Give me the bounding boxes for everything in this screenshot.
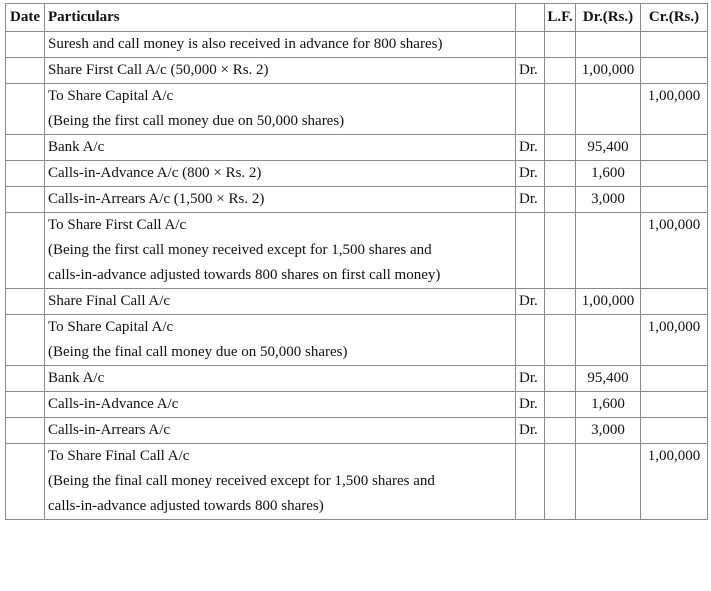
cell-credit bbox=[641, 161, 708, 187]
cell-lf bbox=[545, 58, 576, 84]
cell-particulars bbox=[45, 444, 516, 520]
cell-particulars bbox=[45, 58, 516, 84]
cell-debit: 95,400 bbox=[576, 366, 641, 392]
particulars-line: To Share Final Call A/c bbox=[48, 448, 190, 464]
cell-date bbox=[6, 135, 45, 161]
cell-dr-mark: Dr. bbox=[516, 161, 545, 187]
cell-dr-mark: Dr. bbox=[516, 187, 545, 213]
particulars-line: (Being the final call money received except for 1,500 shares and bbox=[48, 473, 435, 489]
cell-date bbox=[6, 187, 45, 213]
journal-entry-table bbox=[5, 3, 708, 520]
cell-debit: 95,400 bbox=[576, 135, 641, 161]
table-row bbox=[6, 58, 708, 84]
cell-credit: 1,00,000 bbox=[641, 84, 708, 135]
cell-dr-mark bbox=[516, 444, 545, 520]
cell-lf bbox=[545, 444, 576, 520]
particulars-line: (Being the first call money received except for 1,500 shares and bbox=[48, 242, 432, 258]
cell-dr-mark bbox=[516, 315, 545, 366]
cell-date bbox=[6, 444, 45, 520]
cell-lf bbox=[545, 161, 576, 187]
particulars-line: calls-in-advance adjusted towards 800 shares on first call money) bbox=[48, 267, 441, 283]
particulars-line: To Share First Call A/c bbox=[48, 217, 187, 233]
column-header-lf: L.F. bbox=[545, 4, 576, 32]
cell-debit bbox=[576, 444, 641, 520]
particulars-line: Calls-in-Advance A/c bbox=[48, 396, 179, 412]
cell-credit: 1,00,000 bbox=[641, 213, 708, 289]
particulars-line: Suresh and call money is also received in advance for 800 shares) bbox=[48, 36, 443, 52]
cell-credit: 1,00,000 bbox=[641, 444, 708, 520]
cell-credit bbox=[641, 58, 708, 84]
cell-dr-mark: Dr. bbox=[516, 289, 545, 315]
cell-date bbox=[6, 366, 45, 392]
cell-date bbox=[6, 418, 45, 444]
cell-debit: 3,000 bbox=[576, 187, 641, 213]
table-row bbox=[6, 418, 708, 444]
column-header-dr-mark bbox=[516, 4, 545, 32]
cell-date bbox=[6, 58, 45, 84]
cell-debit bbox=[576, 315, 641, 366]
particulars-line: To Share Capital A/c bbox=[48, 319, 174, 335]
table-row bbox=[6, 213, 708, 289]
cell-particulars bbox=[45, 392, 516, 418]
cell-debit: 1,600 bbox=[576, 161, 641, 187]
cell-debit bbox=[576, 213, 641, 289]
cell-lf bbox=[545, 289, 576, 315]
particulars-line: Share First Call A/c (50,000 × Rs. 2) bbox=[48, 62, 269, 78]
cell-lf bbox=[545, 366, 576, 392]
column-header-date: Date bbox=[6, 4, 45, 32]
table-row bbox=[6, 315, 708, 366]
particulars-line: Calls-in-Advance A/c (800 × Rs. 2) bbox=[48, 165, 262, 181]
particulars-line: Bank A/c bbox=[48, 139, 105, 155]
cell-credit bbox=[641, 392, 708, 418]
cell-credit bbox=[641, 32, 708, 58]
cell-particulars bbox=[45, 32, 516, 58]
cell-credit bbox=[641, 366, 708, 392]
cell-lf bbox=[545, 392, 576, 418]
cell-date bbox=[6, 289, 45, 315]
particulars-line: Calls-in-Arrears A/c bbox=[48, 422, 171, 438]
cell-dr-mark: Dr. bbox=[516, 58, 545, 84]
cell-debit: 1,600 bbox=[576, 392, 641, 418]
cell-particulars bbox=[45, 84, 516, 135]
cell-date bbox=[6, 161, 45, 187]
cell-dr-mark bbox=[516, 84, 545, 135]
table-row bbox=[6, 161, 708, 187]
column-header-particulars: Particulars bbox=[45, 4, 516, 32]
table-row bbox=[6, 444, 708, 520]
cell-credit: 1,00,000 bbox=[641, 315, 708, 366]
cell-credit bbox=[641, 418, 708, 444]
cell-debit: 1,00,000 bbox=[576, 58, 641, 84]
cell-date bbox=[6, 32, 45, 58]
cell-credit bbox=[641, 289, 708, 315]
cell-lf bbox=[545, 84, 576, 135]
cell-lf bbox=[545, 213, 576, 289]
cell-credit bbox=[641, 135, 708, 161]
cell-debit bbox=[576, 32, 641, 58]
cell-particulars bbox=[45, 366, 516, 392]
cell-particulars bbox=[45, 161, 516, 187]
cell-debit: 1,00,000 bbox=[576, 289, 641, 315]
table-row bbox=[6, 187, 708, 213]
cell-date bbox=[6, 213, 45, 289]
cell-particulars bbox=[45, 187, 516, 213]
particulars-line: (Being the first call money due on 50,000 shares) bbox=[48, 113, 345, 129]
cell-dr-mark: Dr. bbox=[516, 392, 545, 418]
cell-particulars bbox=[45, 213, 516, 289]
cell-particulars bbox=[45, 135, 516, 161]
cell-dr-mark bbox=[516, 32, 545, 58]
cell-dr-mark: Dr. bbox=[516, 418, 545, 444]
table-row bbox=[6, 135, 708, 161]
particulars-line: Share Final Call A/c bbox=[48, 293, 171, 309]
cell-dr-mark: Dr. bbox=[516, 366, 545, 392]
cell-lf bbox=[545, 418, 576, 444]
cell-dr-mark bbox=[516, 213, 545, 289]
table-row bbox=[6, 289, 708, 315]
table-row bbox=[6, 84, 708, 135]
cell-lf bbox=[545, 32, 576, 58]
journal-body bbox=[6, 32, 708, 520]
table-row bbox=[6, 32, 708, 58]
cell-particulars bbox=[45, 289, 516, 315]
particulars-line: (Being the final call money due on 50,000 shares) bbox=[48, 344, 348, 360]
cell-particulars bbox=[45, 418, 516, 444]
column-header-credit: Cr.(Rs.) bbox=[641, 4, 708, 32]
table-header-row bbox=[6, 4, 708, 32]
cell-debit bbox=[576, 84, 641, 135]
cell-particulars bbox=[45, 315, 516, 366]
particulars-line: calls-in-advance adjusted towards 800 shares) bbox=[48, 498, 324, 514]
cell-credit bbox=[641, 187, 708, 213]
cell-lf bbox=[545, 315, 576, 366]
cell-lf bbox=[545, 135, 576, 161]
table-row bbox=[6, 392, 708, 418]
table-row bbox=[6, 366, 708, 392]
cell-date bbox=[6, 392, 45, 418]
particulars-line: To Share Capital A/c bbox=[48, 88, 174, 104]
column-header-debit: Dr.(Rs.) bbox=[576, 4, 641, 32]
cell-debit: 3,000 bbox=[576, 418, 641, 444]
cell-date bbox=[6, 315, 45, 366]
particulars-line: Calls-in-Arrears A/c (1,500 × Rs. 2) bbox=[48, 191, 265, 207]
particulars-line: Bank A/c bbox=[48, 370, 105, 386]
cell-date bbox=[6, 84, 45, 135]
cell-lf bbox=[545, 187, 576, 213]
cell-dr-mark: Dr. bbox=[516, 135, 545, 161]
